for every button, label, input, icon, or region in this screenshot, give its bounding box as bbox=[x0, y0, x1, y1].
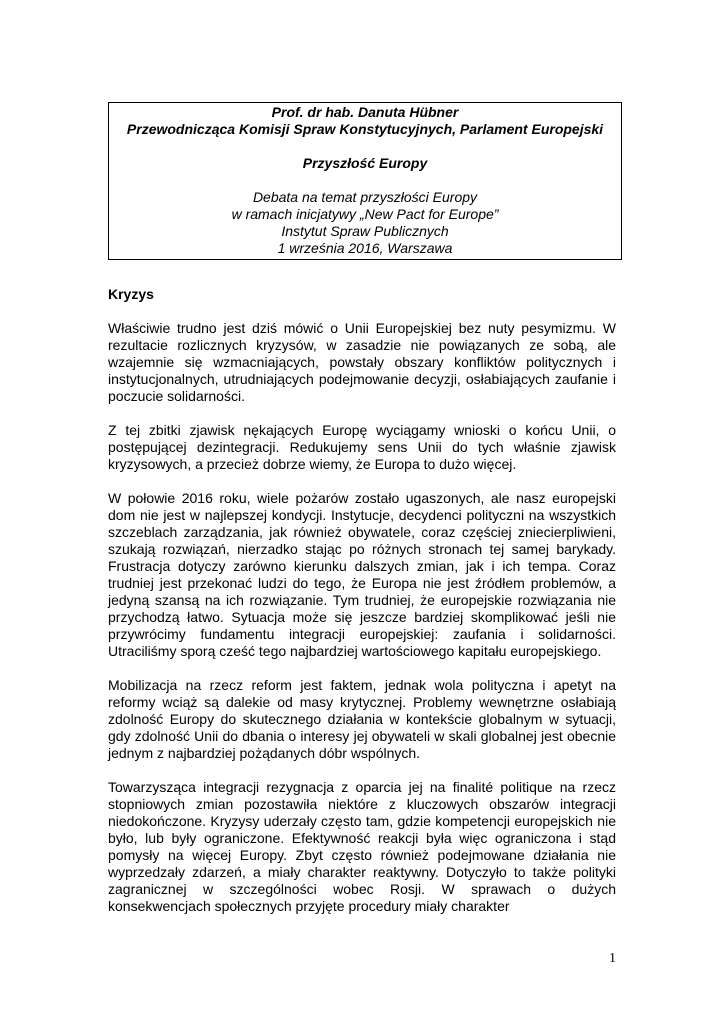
event-line-3: Instytut Spraw Publicznych bbox=[281, 223, 449, 239]
date-place: 1 września 2016, Warszawa bbox=[277, 240, 453, 256]
document-title: Przyszłość Europy bbox=[302, 155, 428, 171]
paragraph: W połowie 2016 roku, wiele pożarów zostało ugaszonych, ale nasz europejski dom nie jest w najlepszej kondycji. Instytucje, decydenci polityczni na wszystkich szczeblach zarządzania, jak również obywatele, coraz częściej zniecierpliwieni, szukają rozwiązań, nierzadko stając po różnych stronach tej samej barykady. Frustracja dotyczy zarówno kierunku dalszych zmian, jak i ich tempa. Coraz trudniej jest przekonać ludzi do tego, że Europa nie jest źródłem problemów, a jedyną szansą na ich rozwiązanie. Tym trudniej, że europejskie rozwiązania nie przychodzą łatwo. Sytuacja może się jeszcze bardziej skomplikować jeśli nie przywrócimy fundamentu integracji europejskiej: zaufania i solidarności. Utraciliśmy sporą cześć tego najbardziej wartościowego kapitału europejskiego. bbox=[108, 490, 616, 659]
paragraph: Z tej zbitki zjawisk nękających Europę wyciągamy wnioski o końcu Unii, o postępującej dezintegracji. Redukujemy sens Unii do tych właśnie zjawisk kryzysowych, a przecież dobrze wiemy, że Europa to dużo więcej. bbox=[108, 422, 616, 472]
paragraph: Mobilizacja na rzecz reform jest faktem, jednak wola polityczna i apetyt na reformy wciąż są dalekie od masy krytycznej. Problemy wewnętrzne osłabiają zdolność Europy do skutecznego działania w kontekście globalnym w sytuacji, gdy zdolność Unii do dbania o interesy jej obywateli w skali globalnej jest obecnie jednym z najbardziej pożądanych dóbr wspólnych. bbox=[108, 677, 616, 761]
page-number: 1 bbox=[609, 951, 616, 966]
author-position: Przewodnicząca Komisji Spraw Konstytucyjnych, Parlament Europejski bbox=[126, 121, 604, 137]
event-line-1: Debata na temat przyszłości Europy bbox=[252, 189, 478, 205]
spacer bbox=[109, 138, 621, 155]
paragraph: Towarzysząca integracji rezygnacja z oparcia jej na finalité politique na rzecz stopniowych zmian pozostawiła niektóre z kluczowych obszarów integracji niedokończone. Kryzysy uderzały często tam, gdzie kompetencji europejskich nie było, lub były ograniczone. Efektywność reakcji była więc ograniczona i stąd pomysły na więcej Europy. Zbyt często również podejmowane działania nie wyprzedzały zdarzeń, a miały charakter reaktywny. Dotyczyło to także polityki zagranicznej w szczególności wobec Rosji. W sprawach o dużych konsekwencjach społecznych przyjęte procedury miały charakter bbox=[108, 779, 616, 914]
spacer bbox=[109, 172, 621, 189]
paragraph: Właściwie trudno jest dziś mówić o Unii Europejskiej bez nuty pesymizmu. W rezultacie rozlicznych kryzysów, w zasadzie nie powiązanych ze sobą, ale wzajemnie się wzmacniających, powstały obszary konfliktów politycznych i instytucjonalnych, utrudniających podejmowanie decyzji, osłabiających zaufanie i poczucie solidarności. bbox=[108, 320, 616, 404]
body-text bbox=[108, 286, 616, 932]
header-box bbox=[108, 102, 622, 260]
event-line-2: w ramach inicjatywy „New Pact for Europe” bbox=[231, 206, 499, 222]
section-heading: Kryzys bbox=[108, 286, 154, 302]
author-name: Prof. dr hab. Danuta Hübner bbox=[271, 104, 459, 120]
